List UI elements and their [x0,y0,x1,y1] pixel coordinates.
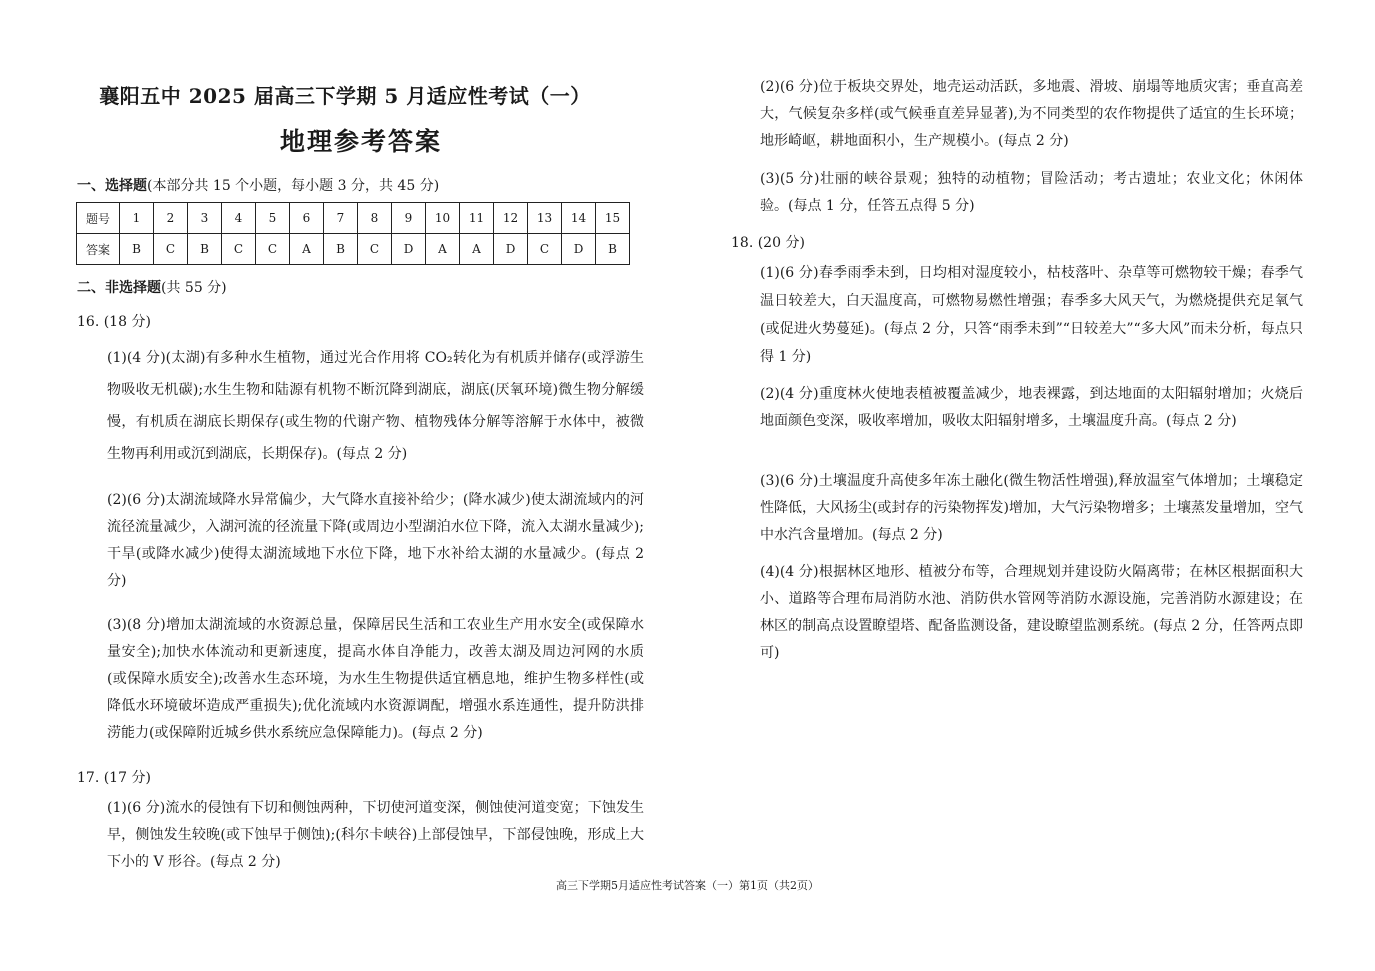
question-number-cell: 15 [596,203,630,234]
question-number-cell: 9 [392,203,426,234]
q18-part2: (2)(4 分)重度林火使地表植被覆盖减少，地表裸露，到达地面的太阳辐射增加；火烧后地面颜色变深，吸收率增加，吸收太阳辐射增多，土壤温度升高。(每点 2 分) [760,386,1303,429]
answer-cell: B [596,234,630,265]
answer-cell: A [460,234,494,265]
q17-heading: 17. (17 分) [77,770,151,786]
page-footer: 高三下学期5月适应性考试答案（一）第1页（共2页） [556,879,819,892]
q17-part2: (2)(6 分)位于板块交界处，地壳运动活跃，多地震、滑坡、崩塌等地质灾害；垂直高差大，气候复杂多样(或气候垂直差异显著),为不同类型的农作物提供了适宜的生长环境；地形崎岖，耕地面积小，生产规模小。(每点 2 分) [760,79,1303,149]
answer-cell: C [154,234,188,265]
q16-part3: (3)(8 分)增加太湖流域的水资源总量，保障居民生活和工农业生产用水安全(或保障水量安全);加快水体流动和更新速度，提高水体自净能力，改善太湖及周边河网的水质 (或保障水质安全);改善水生态环境，为水生生物提供适宜栖息地，维护生物多样性(或降低水环境破坏造成严重损失);优化流域内水资源调配，增强水系连通性，提升防洪排涝能力(或保障附近城乡供水系统应急保障能力)。(每点 2 分) [107,617,672,741]
answer-cell: B [188,234,222,265]
question-number-cell: 12 [494,203,528,234]
answer-cell: A [426,234,460,265]
section2-label: 二、非选择题 [77,280,161,296]
question-number-cell: 14 [562,203,596,234]
exam-title: 襄阳五中 2025 届高三下学期 5 月适应性考试（一） [99,84,591,108]
question-number-cell: 3 [188,203,222,234]
q18-part4: (4)(4 分)根据林区地形、植被分布等，合理规划并建设防火隔离带；在林区根据面积大小、道路等合理布局消防水池、消防供水管网等消防水源设施，完善消防水源建设；在林区的制高点设置瞭望塔、配备监测设备，建设瞭望监测系统。(每点 2 分，任答两点即可) [760,564,1303,661]
question-number-cell: 4 [222,203,256,234]
question-number-cell: 5 [256,203,290,234]
q18-part1: (1)(6 分)春季雨季未到，日均相对湿度较小，枯枝落叶、杂草等可燃物较干燥；春季气温日较差大，白天温度高，可燃物易燃性增强；春季多大风天气，为燃烧提供充足氧气(或促进火势蔓延)。(每点 2 分，只答“雨季未到”“日较差大”“多大风”而未分析，每点只得 1 分) [760,265,1303,365]
row-label-number: 题号 [77,203,120,234]
section1-note: (本部分共 15 个小题，每小题 3 分，共 45 分) [147,178,440,194]
q17-part1: (1)(6 分)流水的侵蚀有下切和侧蚀两种，下切使河道变深，侧蚀使河道变宽；下蚀发生早，侧蚀发生较晚(或下蚀早于侧蚀);(科尔卡峡谷)上部侵蚀早，下部侵蚀晚，形成上大下小的 V 形谷。(每点 2 分) [107,800,644,870]
question-number-cell: 8 [358,203,392,234]
section1-label: 一、选择题 [77,178,147,194]
answer-cell: C [256,234,290,265]
answer-table-answer-row [77,234,630,265]
answer-cell: B [120,234,154,265]
answer-cell: D [494,234,528,265]
question-number-cell: 6 [290,203,324,234]
answer-cell: D [562,234,596,265]
q16-part2: (2)(6 分)太湖流域降水异常偏少，大气降水直接补给少；(降水减少)使太湖流域内的河流径流量减少，入湖河流的径流量下降(或周边小型湖泊水位下降，流入太湖水量减少);干旱(或降水减少)使得太湖流域地下水位下降，地下水补给太湖的水量减少。(每点 2 分) [107,492,644,589]
question-number-cell: 11 [460,203,494,234]
q18-part3: (3)(6 分)土壤温度升高使多年冻土融化(微生物活性增强),释放温室气体增加；土壤稳定性降低，大风扬尘(或封存的污染物挥发)增加，大气污染物增多；土壤蒸发量增加，空气中水汽含量增加。(每点 2 分) [760,473,1303,543]
question-number-cell: 2 [154,203,188,234]
section2-note: (共 55 分) [161,280,227,296]
question-number-cell: 1 [120,203,154,234]
answer-cell: D [392,234,426,265]
answer-cell: C [358,234,392,265]
question-number-cell: 13 [528,203,562,234]
answer-key-title: 地理参考答案 [279,127,442,156]
q16-heading: 16. (18 分) [77,314,151,330]
question-number-cell: 10 [426,203,460,234]
q17-part3: (3)(5 分)壮丽的峡谷景观；独特的动植物；冒险活动；考古遗址；农业文化；休闲体验。(每点 1 分，任答五点得 5 分) [760,171,1303,214]
answer-table-number-row [77,203,630,234]
section1-heading [77,175,439,195]
row-label-answer: 答案 [77,234,120,265]
answer-cell: C [222,234,256,265]
answer-cell: C [528,234,562,265]
q18-heading: 18. (20 分) [731,235,805,251]
answer-table [76,202,630,265]
answer-cell: A [290,234,324,265]
answer-cell: B [324,234,358,265]
q16-part1: (1)(4 分)(太湖)有多种水生植物，通过光合作用将 CO₂转化为有机质并储存(或浮游生物吸收无机碳);水生生物和陆源有机物不断沉降到湖底，湖底(厌氧环境)微生物分解缓慢，有机质在湖底长期保存(或生物的代谢产物、植物残体分解等溶解于水体中，被微生物再利用或沉到湖底，长期保存)。(每点 2 分) [107,350,644,462]
question-number-cell: 7 [324,203,358,234]
section2-heading [77,277,227,297]
